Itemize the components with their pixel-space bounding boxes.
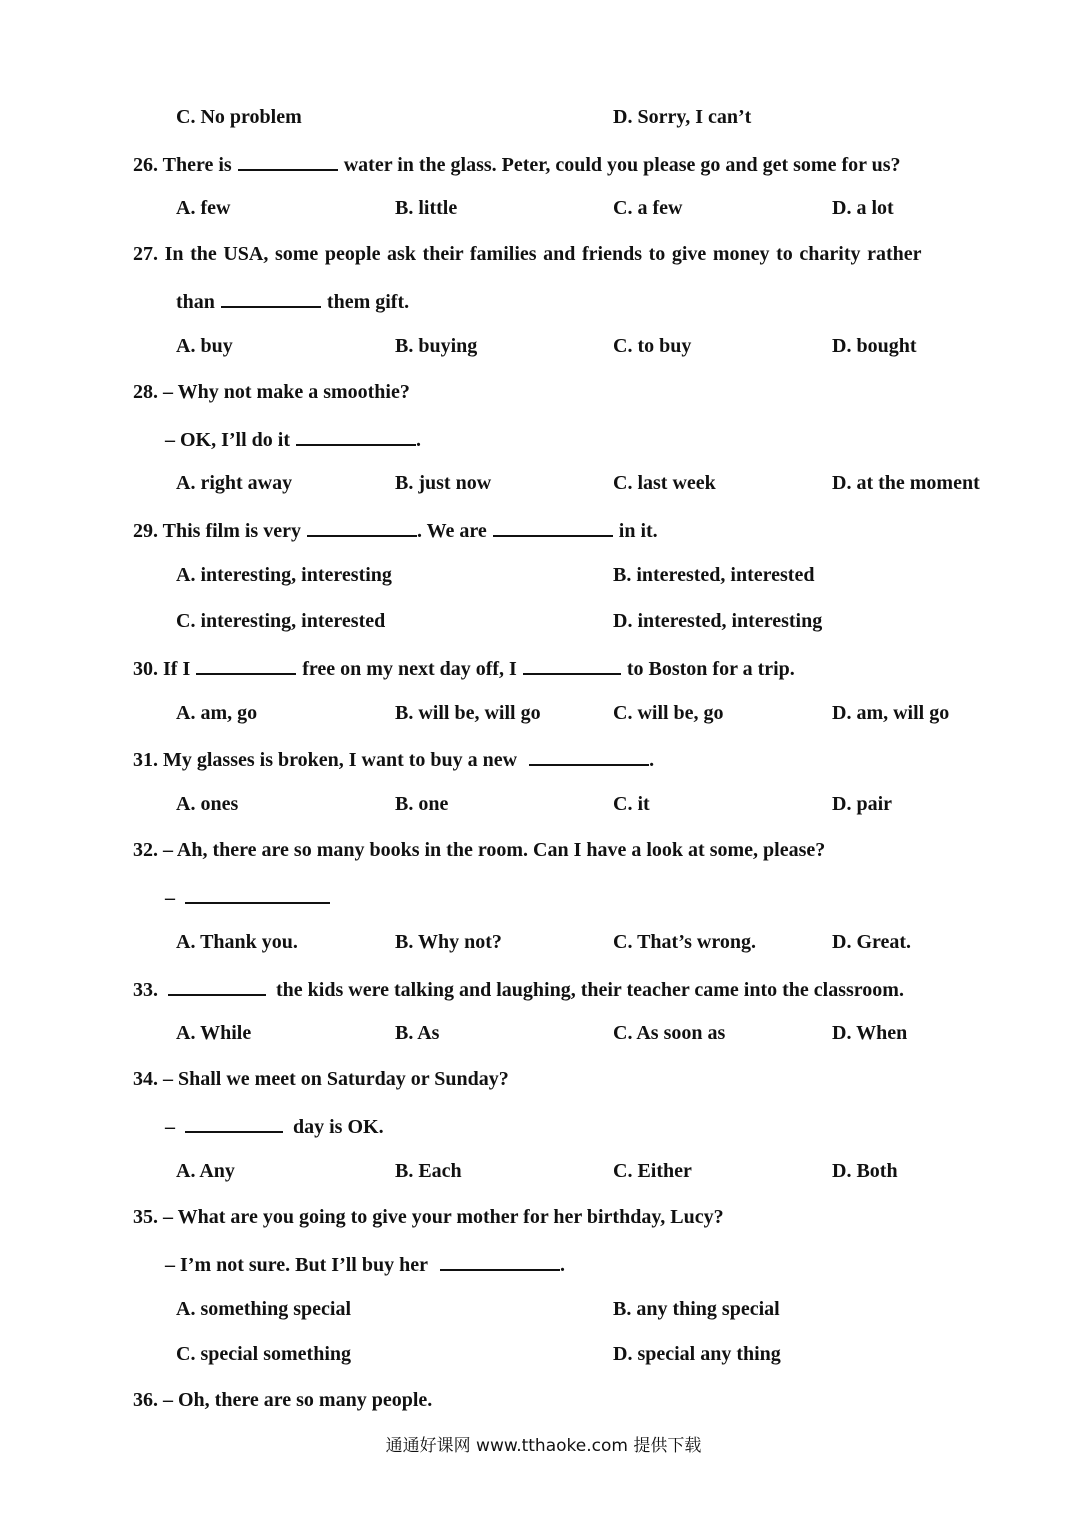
question-28: 28. – Why not make a smoothie? xyxy=(133,381,410,403)
option-d: D. at the moment xyxy=(832,472,980,494)
option-b: B. buying xyxy=(395,335,478,357)
question-34: 34. – Shall we meet on Saturday or Sunday? xyxy=(133,1068,509,1090)
option-d: D. bought xyxy=(832,335,917,357)
option-d: D. Both xyxy=(832,1160,898,1182)
option-c: C. As soon as xyxy=(613,1022,726,1044)
question-text: them gift. xyxy=(326,291,410,313)
option-c: C. No problem xyxy=(176,106,302,128)
option-c: C. to buy xyxy=(613,335,692,357)
question-text: to Boston for a trip. xyxy=(626,658,795,680)
dash: – xyxy=(165,887,175,909)
question-text: 26. There is xyxy=(133,154,232,176)
option-a: A. Any xyxy=(176,1160,235,1182)
option-c: C. Either xyxy=(613,1160,692,1182)
option-d: D. am, will go xyxy=(832,702,950,724)
question-35-reply xyxy=(165,1251,565,1277)
option-c: C. interesting, interested xyxy=(176,610,386,632)
question-text: – OK, I’ll do it xyxy=(165,429,291,451)
option-d: D. special any thing xyxy=(613,1343,781,1365)
question-32: 32. – Ah, there are so many books in the room. Can I have a look at some, please? xyxy=(133,839,826,861)
option-c: C. it xyxy=(613,793,650,815)
option-b: B. any thing special xyxy=(613,1298,780,1320)
option-a: A. buy xyxy=(176,335,233,357)
question-text: than xyxy=(176,291,215,313)
question-30 xyxy=(133,655,795,681)
answer-blank xyxy=(221,288,321,308)
option-b: B. interested, interested xyxy=(613,564,815,586)
page-footer: 通通好课网 www.tthaoke.com 提供下载 xyxy=(385,1436,702,1456)
question-32-reply xyxy=(165,884,336,910)
question-text: . xyxy=(416,429,422,451)
question-text: day is OK. xyxy=(293,1116,384,1138)
question-text: free on my next day off, I xyxy=(302,658,517,680)
option-a: A. few xyxy=(176,197,231,219)
option-d: D. a lot xyxy=(832,197,894,219)
question-27-cont xyxy=(176,288,409,314)
question-text: – I’m not sure. But I’ll buy her xyxy=(165,1254,428,1276)
option-a: A. interesting, interesting xyxy=(176,564,392,586)
question-text: the kids were talking and laughing, their teacher came into the classroom. xyxy=(276,979,904,1001)
option-a: A. ones xyxy=(176,793,239,815)
question-29 xyxy=(133,517,658,543)
option-d: D. Great. xyxy=(832,931,912,953)
option-d: D. When xyxy=(832,1022,908,1044)
answer-blank xyxy=(296,426,416,446)
question-text: . xyxy=(649,749,655,771)
option-b: B. As xyxy=(395,1022,440,1044)
option-d: D. Sorry, I can’t xyxy=(613,106,752,128)
answer-blank xyxy=(185,884,330,904)
question-28-reply xyxy=(165,426,421,452)
question-27: 27. In the USA, some people ask their families and friends to give money to charity rather xyxy=(133,243,922,265)
option-c: C. special something xyxy=(176,1343,351,1365)
option-a: A. Thank you. xyxy=(176,931,298,953)
question-text: 30. If I xyxy=(133,658,191,680)
question-text: . We are xyxy=(416,520,487,542)
option-c: C. last week xyxy=(613,472,716,494)
question-34-reply xyxy=(165,1113,384,1139)
answer-blank xyxy=(307,517,417,537)
answer-blank xyxy=(523,655,621,675)
answer-blank xyxy=(168,976,266,996)
option-c: C. a few xyxy=(613,197,683,219)
question-26 xyxy=(133,151,901,177)
answer-blank xyxy=(196,655,296,675)
option-b: B. little xyxy=(395,197,458,219)
question-36: 36. – Oh, there are so many people. xyxy=(133,1389,433,1411)
option-c: C. That’s wrong. xyxy=(613,931,756,953)
answer-blank xyxy=(493,517,613,537)
option-a: A. right away xyxy=(176,472,293,494)
option-a: A. am, go xyxy=(176,702,258,724)
question-35: 35. – What are you going to give your mother for her birthday, Lucy? xyxy=(133,1206,724,1228)
option-c: C. will be, go xyxy=(613,702,724,724)
option-b: B. one xyxy=(395,793,449,815)
answer-blank xyxy=(238,151,338,171)
answer-blank xyxy=(440,1251,560,1271)
question-31 xyxy=(133,746,654,772)
question-33 xyxy=(133,976,904,1002)
question-text: in it. xyxy=(618,520,658,542)
option-d: D. interested, interesting xyxy=(613,610,823,632)
option-b: B. just now xyxy=(395,472,492,494)
dash: – xyxy=(165,1116,175,1138)
question-text: 29. This film is very xyxy=(133,520,301,542)
option-b: B. Each xyxy=(395,1160,462,1182)
option-b: B. will be, will go xyxy=(395,702,541,724)
question-text: 33. xyxy=(133,979,158,1001)
answer-blank xyxy=(529,746,649,766)
question-text: . xyxy=(560,1254,565,1276)
question-text: water in the glass. Peter, could you please go and get some for us? xyxy=(343,154,901,176)
option-a: A. While xyxy=(176,1022,252,1044)
answer-blank xyxy=(185,1113,283,1133)
option-d: D. pair xyxy=(832,793,892,815)
option-a: A. something special xyxy=(176,1298,351,1320)
option-b: B. Why not? xyxy=(395,931,502,953)
question-text: 31. My glasses is broken, I want to buy a new xyxy=(133,749,518,771)
